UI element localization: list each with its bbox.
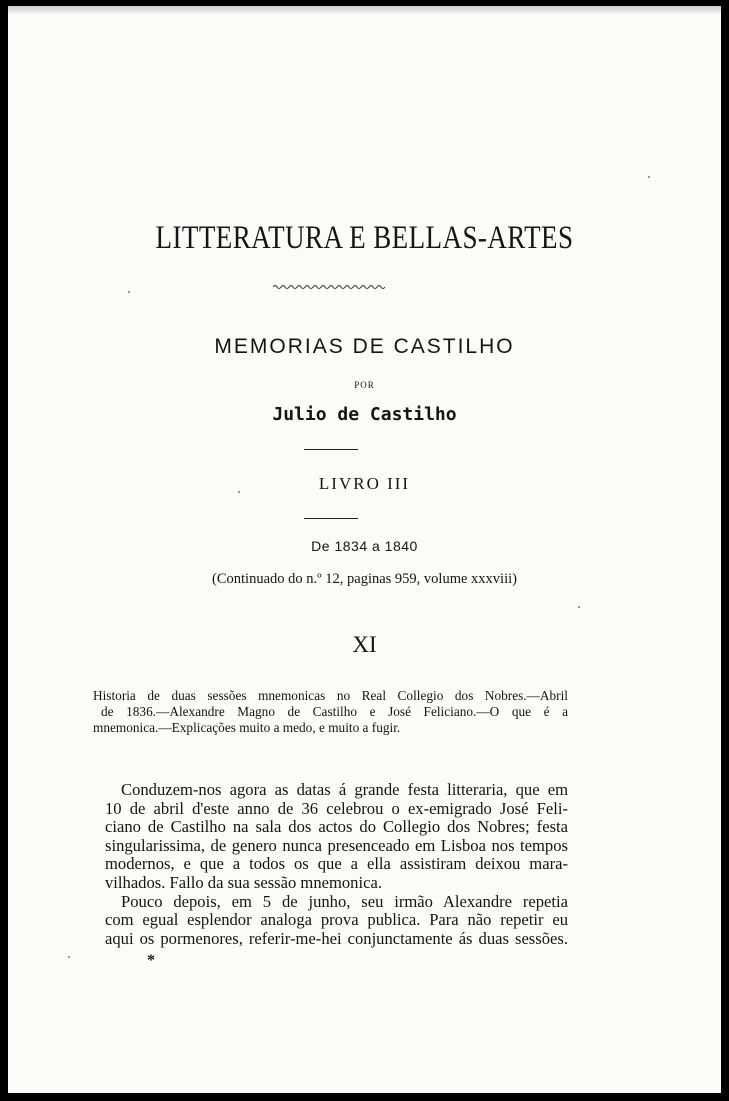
paper-speck bbox=[238, 491, 240, 493]
body-paragraphs bbox=[105, 781, 568, 948]
book-number: LIVRO III bbox=[318, 474, 411, 493]
body-line: vilhados. Fallo da sua sessão mnemonica. bbox=[105, 872, 382, 892]
paper-speck bbox=[578, 606, 580, 608]
paper-speck bbox=[68, 956, 70, 958]
body-line: singularissima, de genero nunca presenceado em Lisboa nos tempos bbox=[105, 835, 568, 855]
chapter-number: XI bbox=[352, 632, 377, 657]
body-line: Pouco depois, em 5 de junho, seu irmão Alexandre repetia bbox=[121, 891, 568, 911]
book-page bbox=[8, 6, 721, 1093]
body-line: aqui os pormenores, referir-me-hei conjunctamente ás duas sessões. bbox=[105, 928, 568, 948]
date-range: De 1834 a 1840 bbox=[311, 538, 418, 554]
body-line: 10 de abril d'este anno de 36 celebrou o ex-emigrado José Feli- bbox=[105, 798, 568, 818]
rule-bottom bbox=[304, 518, 358, 519]
chapter-summary bbox=[93, 688, 568, 736]
body-line: ciano de Castilho na sala dos actos do Collegio dos Nobres; festa bbox=[105, 817, 568, 837]
paper-speck bbox=[648, 176, 650, 178]
section-title: LITTERATURA E BELLAS-ARTES bbox=[155, 220, 574, 256]
rule-top bbox=[304, 449, 358, 450]
section-asterisk: * bbox=[147, 952, 155, 969]
body-line: modernos, e que a todos os que a ella assistiram deixou mara- bbox=[105, 854, 568, 874]
body-line: Conduzem-nos agora as datas á grande festa litteraria, que em bbox=[121, 780, 568, 799]
summary-line: mnemonica.—Explicações muito a medo, e muito a fugir. bbox=[93, 720, 401, 735]
summary-line: Historia de duas sessões mnemonicas no Real Collegio dos Nobres.—Abril bbox=[93, 688, 568, 703]
body-line: com egual esplendor analoga prova publica. Para não repetir eu bbox=[105, 910, 568, 930]
book-title: MEMORIAS DE CASTILHO bbox=[214, 335, 515, 358]
paper-speck bbox=[128, 291, 130, 293]
by-label: POR bbox=[354, 380, 375, 390]
wavy-ornament bbox=[273, 282, 385, 292]
summary-line: de 1836.—Alexandre Magno de Castilho e José Feliciano.—O que é a bbox=[101, 704, 568, 719]
continuation-note: (Continuado do n.º 12, paginas 959, volume xxxviii) bbox=[212, 571, 517, 587]
author-name: Julio de Castilho bbox=[272, 404, 457, 425]
